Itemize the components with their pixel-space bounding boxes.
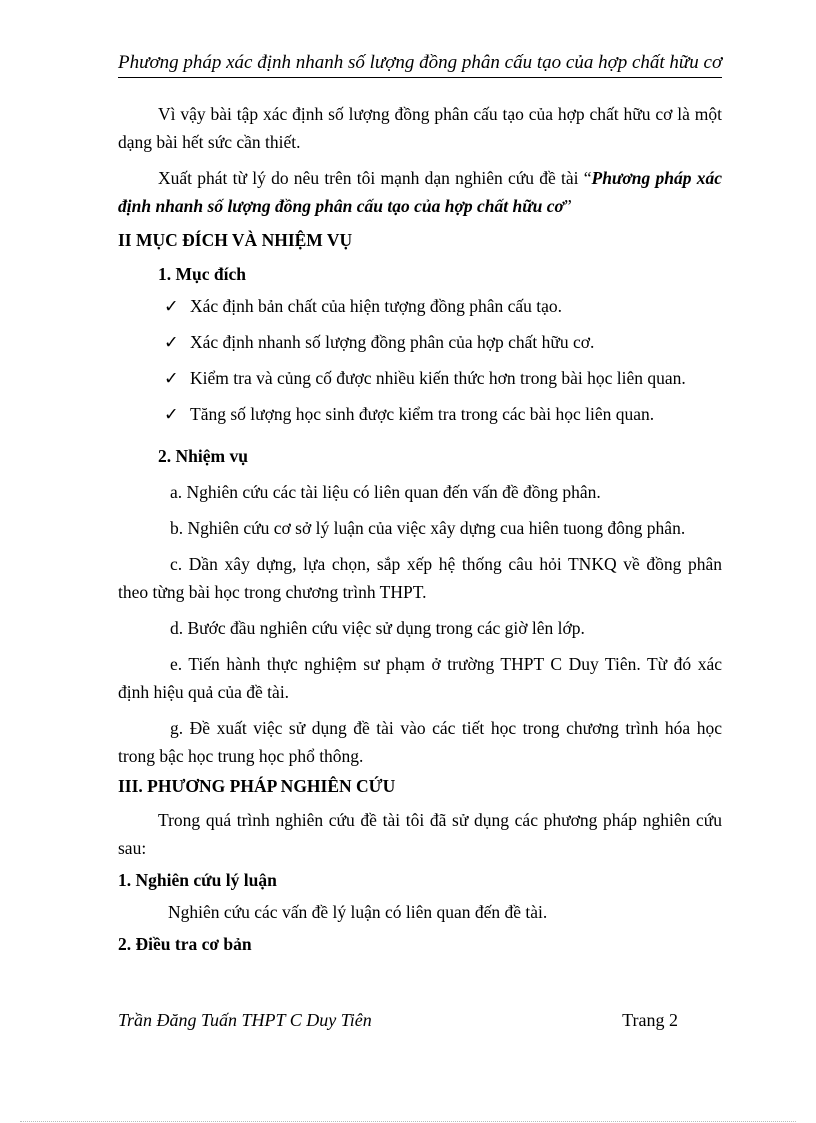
purpose-item xyxy=(118,400,722,428)
task-item: b. Nghiên cứu cơ sở lý luận của việc xây dựng cua hiên tuong đông phân. xyxy=(170,518,686,538)
page-header xyxy=(118,52,722,78)
intro-p2-prefix: Xuất phát từ lý do nêu trên tôi mạnh dạn nghiên cứu đề tài “ xyxy=(158,168,592,188)
check-icon: ✓ xyxy=(164,332,179,352)
purpose-heading: 1. Mục đích xyxy=(158,264,246,284)
page-boundary-divider xyxy=(20,1121,796,1122)
task-item: g. Đề xuất việc sử dụng đề tài vào các tiết học trong chương trình hóa học trong bậc học trung học phổ thông. xyxy=(118,718,722,766)
section-2-heading: II MỤC ĐÍCH VÀ NHIỆM VỤ xyxy=(118,230,353,250)
check-icon: ✓ xyxy=(164,296,179,316)
method-2-heading: 2. Điều tra cơ bản xyxy=(118,934,252,954)
task-item: e. Tiến hành thực nghiệm sư phạm ở trường THPT C Duy Tiên. Từ đó xác định hiệu quả của đề tài. xyxy=(118,654,722,702)
task-item: a. Nghiên cứu các tài liệu có liên quan đến vấn đề đồng phân. xyxy=(170,482,601,502)
purpose-text: Tăng số lượng học sinh được kiểm tra trong các bài học liên quan. xyxy=(190,404,655,424)
purpose-item xyxy=(118,292,722,320)
task-item: d. Bước đầu nghiên cứu việc sử dụng trong các giờ lên lớp. xyxy=(170,618,585,638)
check-icon: ✓ xyxy=(164,404,179,424)
topic-title: Phương pháp xác định nhanh số lượng đồng phân cấu tạo của hợp chất hữu cơ xyxy=(118,168,723,216)
method-1-text: Nghiên cứu các vấn đề lý luận có liên quan đến đề tài. xyxy=(168,902,548,922)
purpose-text: Xác định bản chất của hiện tượng đồng phân cấu tạo. xyxy=(190,296,563,316)
intro-p2-suffix: ” xyxy=(563,196,572,216)
intro-paragraph-2 xyxy=(118,164,722,220)
purpose-text: Xác định nhanh số lượng đồng phân của hợp chất hữu cơ. xyxy=(190,332,595,352)
task-item: c. Dần xây dựng, lựa chọn, sắp xếp hệ thống câu hỏi TNKQ về đồng phân theo từng bài học trong chương trình THPT. xyxy=(118,554,722,602)
section-3-intro: Trong quá trình nghiên cứu đề tài tôi đã sử dụng các phương pháp nghiên cứu sau: xyxy=(118,810,722,858)
page-number: Trang 2 xyxy=(622,1010,678,1030)
footer-author: Trần Đăng Tuấn THPT C Duy Tiên xyxy=(118,1010,372,1030)
purpose-item xyxy=(118,328,722,356)
method-1-heading: 1. Nghiên cứu lý luận xyxy=(118,870,277,890)
header-title: Phương pháp xác định nhanh số lượng đồng phân cấu tạo của hợp chất hữu cơ xyxy=(118,52,723,73)
purpose-item xyxy=(118,364,722,392)
page-footer xyxy=(118,1010,678,1031)
task-heading: 2. Nhiệm vụ xyxy=(158,446,248,466)
document-body xyxy=(118,100,722,958)
section-3-heading: III. PHƯƠNG PHÁP NGHIÊN CỨU xyxy=(118,776,396,796)
check-icon: ✓ xyxy=(164,368,179,388)
purpose-text: Kiểm tra và củng cố được nhiều kiến thức hơn trong bài học liên quan. xyxy=(190,368,686,388)
intro-paragraph-1: Vì vậy bài tập xác định số lượng đồng phân cấu tạo của hợp chất hữu cơ là một dạng bài hết sức cần thiết. xyxy=(118,104,722,152)
